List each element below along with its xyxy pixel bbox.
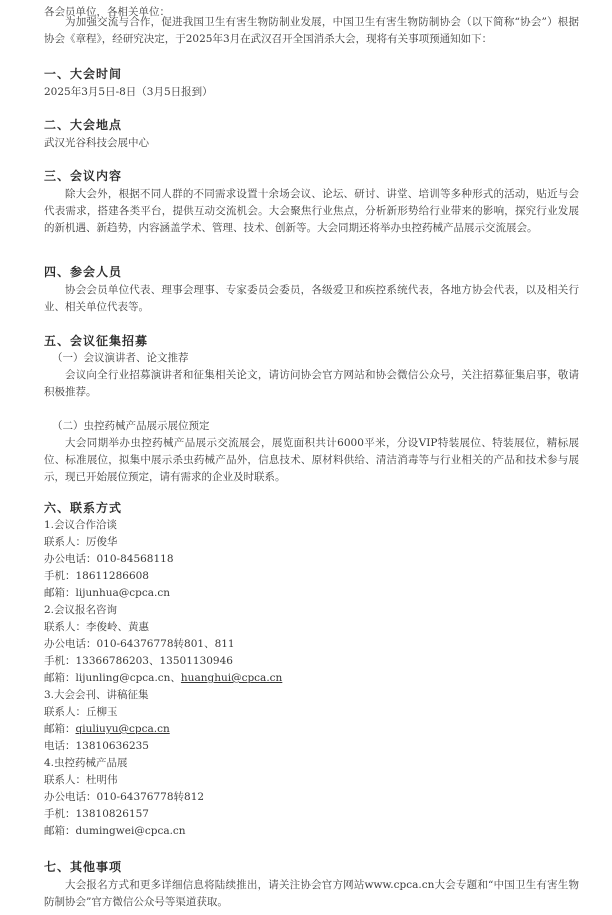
- meeting-content: 除大会外，根据不同人群的不同需求设置十余场会议、论坛、研讨、讲堂、培训等多种形式的活动，贴近与会代表需求，搭建各类平台，提供互动交流机会。大会聚焦行业焦点，分析新形势给行业带来的影响，探究行业发展的新机遇、新趋势，内容涵盖学术、管理、技术、创新等。大会同期还将举办虫控药械产品展示交流展会。: [44, 188, 579, 234]
- contact-group-1-mobile: 手机：18611286608: [44, 570, 149, 582]
- section-title-other: 七、其他事项: [44, 860, 123, 874]
- contact-group-4-office: 办公电话：010-64376778转812: [44, 791, 205, 803]
- contact-group-3-person: 联系人：丘柳玉: [44, 706, 118, 718]
- contact-group-1-office: 办公电话：010-84568118: [44, 553, 174, 565]
- contact-group-4-person: 联系人：杜明伟: [44, 774, 118, 786]
- contact-group-2-person: 联系人：李俊岭、黄惠: [44, 621, 149, 633]
- intro-paragraph: 为加强交流与合作，促进我国卫生有害生物防制业发展，中国卫生有害生物防制协会（以下简称“协会”）根据协会《章程》，经研究决定，于2025年3月在武汉召开全国消杀大会，现将有关事项预通知如下：: [44, 16, 579, 45]
- contact-group-3-phone: 电话：13810636235: [44, 740, 149, 752]
- contact-group-2-email-row: [44, 670, 282, 687]
- email-link-qiuliuyu[interactable]: qiuliuyu@cpca.cn: [75, 723, 170, 735]
- subsection-booth-title: （二）虫控药械产品展示展位预定: [52, 420, 210, 432]
- contact-group-4-email: 邮箱：dumingwei@cpca.cn: [44, 825, 186, 837]
- section-title-venue: 二、大会地点: [44, 118, 123, 132]
- meeting-venue: 武汉光谷科技会展中心: [44, 137, 149, 149]
- contact-group-3-heading: 3.大会会刊、讲稿征集: [44, 689, 149, 701]
- contact-group-3-email-row: [44, 721, 170, 738]
- contact-group-4-heading: 4.虫控药械产品展: [44, 757, 128, 769]
- contact-group-1-heading: 1.会议合作洽谈: [44, 519, 118, 531]
- subsection-booth-body: 大会同期举办虫控药械产品展示交流展会，展览面积共计6000平米，分设VIP特装展位、特装展位，精标展位、标准展位，拟集中展示杀虫药械产品外，信息技术、原材料供给、清洁消毒等与行业相关的产品和技术参与展示，现已开始展位预定，请有需求的企业及时联系。: [44, 437, 579, 483]
- meeting-time: 2025年3月5日-8日（3月5日报到）: [44, 86, 213, 98]
- other-matters-body: 大会报名方式和更多详细信息将陆续推出，请关注协会官方网站www.cpca.cn大会专题和“中国卫生有害生物防制协会”官方微信公众号等渠道获取。: [44, 879, 579, 908]
- contact-group-3-email-label: 邮箱：: [44, 723, 76, 735]
- section-title-content: 三、会议内容: [44, 169, 123, 183]
- subsection-speakers-title: （一）会议演讲者、论文推荐: [52, 352, 189, 364]
- salutation: 各会员单位，各相关单位：: [44, 6, 170, 18]
- contact-group-2-office: 办公电话：010-64376778转801、811: [44, 638, 235, 650]
- contact-group-2-mobile: 手机：13366786203、13501130946: [44, 655, 233, 667]
- contact-group-1-email: 邮箱：lijunhua@cpca.cn: [44, 587, 171, 599]
- attendees-body: 协会会员单位代表、理事会理事、专家委员会委员，各级爱卫和疾控系统代表，各地方协会代表，以及相关行业、相关单位代表等。: [44, 284, 579, 313]
- contact-group-1-person: 联系人：厉俊华: [44, 536, 118, 548]
- contact-group-2-email-text: 邮箱：lijunling@cpca.cn、: [44, 672, 181, 684]
- section-title-contact: 六、联系方式: [44, 501, 123, 515]
- section-title-attendees: 四、参会人员: [44, 265, 123, 279]
- contact-group-4-mobile: 手机：13810826157: [44, 808, 149, 820]
- contact-group-2-heading: 2.会议报名咨询: [44, 604, 118, 616]
- section-title-recruitment: 五、会议征集招募: [44, 334, 149, 348]
- section-title-time: 一、大会时间: [44, 67, 123, 81]
- subsection-speakers-body: 会议向全行业招募演讲者和征集相关论文，请访问协会官方网站和协会微信公众号，关注招募征集启事，敬请积极推荐。: [44, 369, 579, 398]
- email-link-huanghui[interactable]: huanghui@cpca.cn: [180, 672, 283, 684]
